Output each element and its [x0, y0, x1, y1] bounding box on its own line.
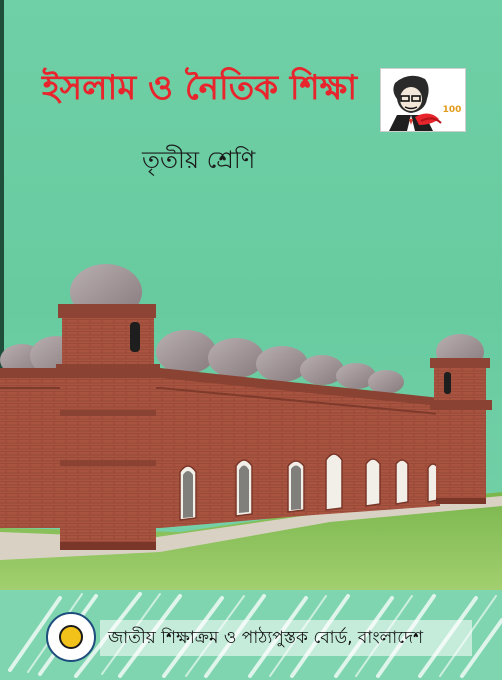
left-tower — [56, 264, 160, 550]
mujib-centenary-badge-icon — [380, 68, 466, 132]
grade-label: তৃতীয় শ্রেণি — [142, 146, 256, 174]
badge-portrait-icon — [381, 69, 465, 131]
book-title: ইসলাম ও নৈতিক শিক্ষা — [42, 68, 358, 108]
right-tower — [430, 334, 492, 504]
nctb-logo-center-icon — [59, 625, 83, 649]
sixty-dome-mosque-illustration — [0, 260, 502, 590]
publisher-name: জাতীয় শিক্ষাক্রম ও পাঠ্যপুস্তক বোর্ড, বাংলাদেশ — [108, 628, 424, 648]
nctb-logo-icon — [46, 612, 96, 662]
badge-caption: 100 — [442, 105, 462, 115]
